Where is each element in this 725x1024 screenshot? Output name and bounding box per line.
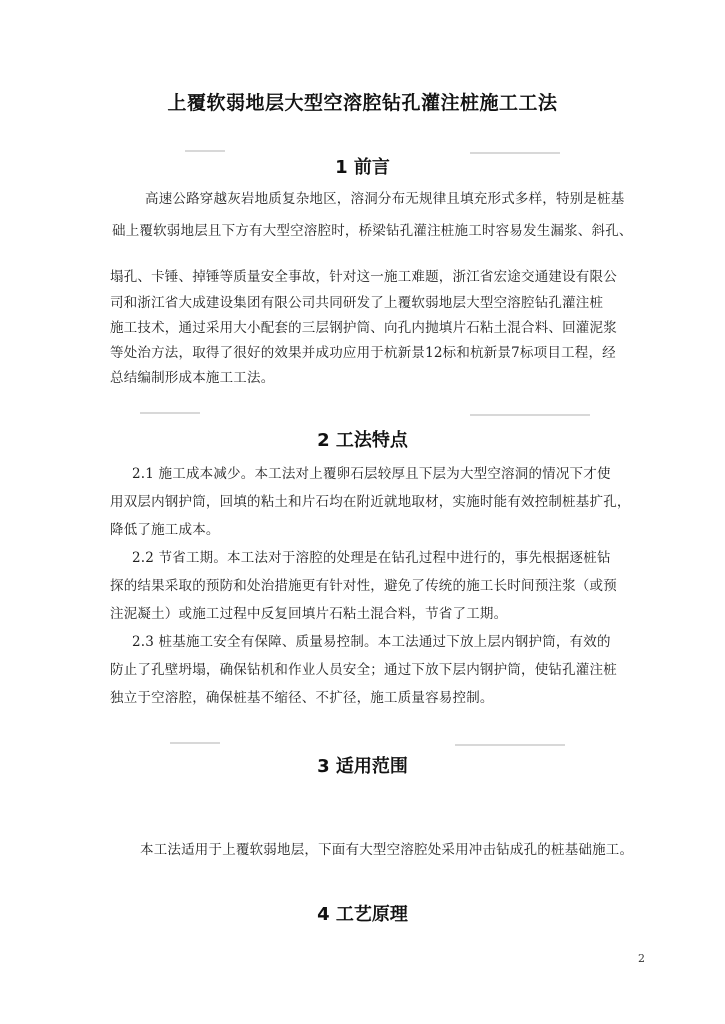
paragraph-line: 2.2 节省工期。本工法对于溶腔的处理是在钻孔过程中进行的，事先根据逐桩钻 [132, 550, 611, 566]
section-heading-features: 2 工法特点 [317, 430, 408, 451]
section-heading-preface: 1 前言 [335, 157, 390, 178]
page-number: 2 [638, 952, 645, 965]
paragraph-line: 防止了孔壁坍塌，确保钻机和作业人员安全；通过下放下层内钢护筒，使钻孔灌注桩 [110, 662, 617, 678]
scan-artifact [455, 744, 565, 746]
paragraph-line: 降低了施工成本。 [110, 522, 220, 538]
scan-artifact [185, 150, 225, 152]
paragraph-line: 塌孔、卡锤、掉锤等质量安全事故，针对这一施工难题，浙江省宏途交通建设有限公 [110, 269, 617, 285]
paragraph-line: 础上覆软弱地层且下方有大型空溶腔时，桥梁钻孔灌注桩施工时容易发生漏浆、斜孔、 [112, 223, 633, 239]
paragraph-line: 高速公路穿越灰岩地质复杂地区，溶洞分布无规律且填充形式多样，特别是桩基 [145, 191, 625, 207]
paragraph-line: 司和浙江省大成建设集团有限公司共同研发了上覆软弱地层大型空溶腔钻孔灌注桩 [110, 295, 604, 311]
scan-artifact [170, 742, 220, 744]
scan-artifact [470, 414, 590, 416]
section-heading-principle: 4 工艺原理 [317, 904, 408, 925]
document-title: 上覆软弱地层大型空溶腔钻孔灌注桩施工工法 [167, 92, 558, 114]
paragraph-line: 本工法适用于上覆软弱地层，下面有大型空溶腔处采用冲击钻成孔的桩基础施工。 [140, 842, 634, 858]
paragraph-line: 2.3 桩基施工安全有保障、质量易控制。本工法通过下放上层内钢护筒，有效的 [132, 634, 611, 650]
scan-artifact [140, 412, 200, 414]
paragraph-line: 施工技术，通过采用大小配套的三层钢护筒、向孔内抛填片石粘土混合料、回灌泥浆 [110, 320, 617, 336]
paragraph-line: 注泥凝土）或施工过程中反复回填片石粘土混合料，节省了工期。 [110, 606, 508, 622]
paragraph-line: 2.1 施工成本减少。本工法对上覆卵石层较厚且下层为大型空溶洞的情况下才使 [132, 466, 611, 482]
paragraph-line: 独立于空溶腔，确保桩基不缩径、不扩径，施工质量容易控制。 [110, 690, 494, 706]
paragraph-line: 等处治方法，取得了很好的效果并成功应用于杭新景12标和杭新景7标项目工程，经 [110, 345, 616, 361]
paragraph-line: 用双层内钢护筒，回填的粘土和片石均在附近就地取材，实施时能有效控制桩基扩孔， [110, 494, 631, 510]
section-heading-scope: 3 适用范围 [317, 756, 408, 777]
paragraph-line: 总结编制形成本施工工法。 [110, 370, 275, 386]
paragraph-line: 探的结果采取的预防和处治措施更有针对性，避免了传统的施工长时间预注浆（或预 [110, 578, 617, 594]
